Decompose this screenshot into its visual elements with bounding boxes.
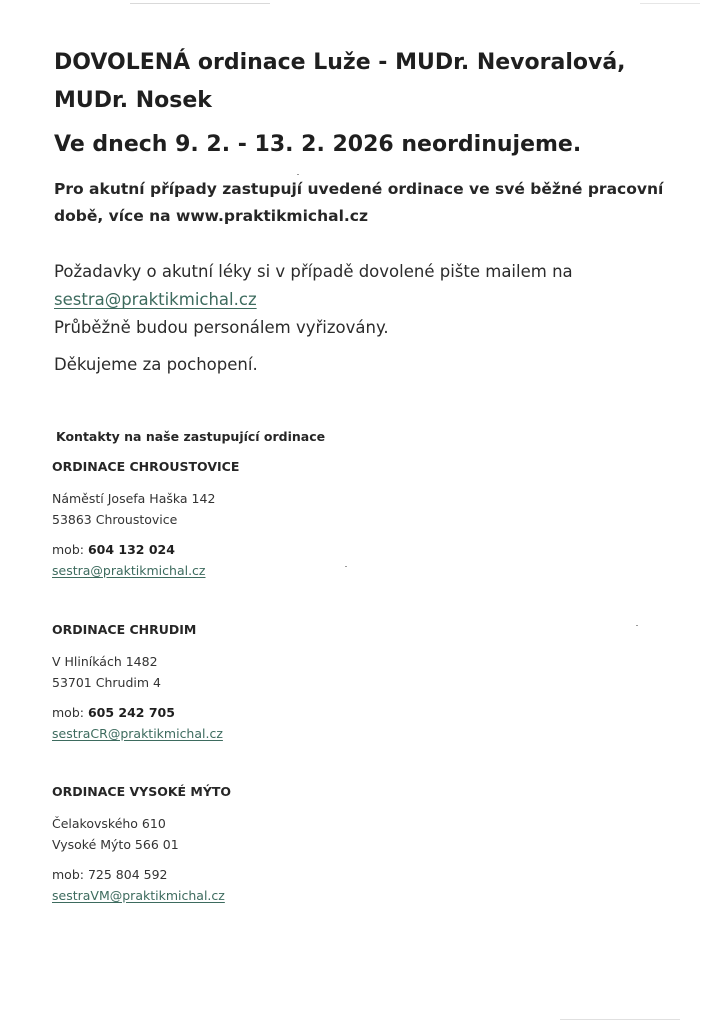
request-line: Požadavky o akutní léky si v případě dovolené pište mailem na bbox=[54, 262, 573, 281]
phone-number[interactable]: 604 132 024 bbox=[87, 542, 175, 557]
office-name: ORDINACE CHROUSTOVICE bbox=[52, 459, 240, 474]
office-email-link[interactable]: sestra@praktikmichal.cz bbox=[52, 563, 206, 578]
office-card bbox=[52, 621, 452, 743]
scan-artifact bbox=[636, 625, 638, 626]
notice-line: Pro akutní případy zastupují uvedené ordinace ve své běžné pracovní bbox=[54, 180, 664, 198]
office-phone bbox=[52, 865, 452, 885]
notice-line: době, více na www.praktikmichal.cz bbox=[54, 207, 368, 225]
office-phone bbox=[52, 540, 452, 560]
request-email-link[interactable]: sestra@praktikmichal.cz bbox=[54, 290, 257, 309]
office-city: 53863 Chroustovice bbox=[52, 512, 178, 527]
office-city: Vysoké Mýto 566 01 bbox=[52, 837, 179, 852]
phone-number[interactable]: 725 804 592 bbox=[87, 867, 168, 882]
scan-artifact bbox=[560, 1019, 680, 1020]
office-street: V Hliníkách 1482 bbox=[52, 654, 158, 669]
office-city: 53701 Chrudim 4 bbox=[52, 675, 161, 690]
phone-prefix: mob: bbox=[52, 867, 88, 882]
scan-artifact bbox=[297, 174, 299, 175]
page-title bbox=[54, 44, 694, 120]
office-phone bbox=[52, 703, 452, 723]
phone-prefix: mob: bbox=[52, 542, 88, 557]
scan-artifact bbox=[640, 3, 700, 4]
office-email-link[interactable]: sestraVM@praktikmichal.cz bbox=[52, 888, 225, 903]
request-line: Průběžně budou personálem vyřizovány. bbox=[54, 318, 389, 337]
thanks-text: Děkujeme za pochopení. bbox=[54, 355, 258, 374]
title-line: MUDr. Nosek bbox=[54, 88, 212, 113]
scan-artifact bbox=[130, 3, 270, 4]
phone-number[interactable]: 605 242 705 bbox=[87, 705, 175, 720]
office-name: ORDINACE CHRUDIM bbox=[52, 622, 197, 637]
closure-dates: Ve dnech 9. 2. - 13. 2. 2026 neordinujeme. bbox=[54, 132, 582, 157]
contacts-heading: Kontakty na naše zastupující ordinace bbox=[56, 429, 326, 444]
office-name: ORDINACE VYSOKÉ MÝTO bbox=[52, 784, 232, 799]
office-email-link[interactable]: sestraCR@praktikmichal.cz bbox=[52, 726, 223, 741]
phone-prefix: mob: bbox=[52, 705, 88, 720]
office-street: Čelakovského 610 bbox=[52, 816, 166, 831]
substitution-notice bbox=[54, 176, 684, 230]
office-street: Náměstí Josefa Haška 142 bbox=[52, 491, 216, 506]
office-card bbox=[52, 783, 452, 905]
office-card bbox=[52, 458, 452, 580]
title-line: DOVOLENÁ ordinace Luže - MUDr. Nevoralová, bbox=[54, 50, 626, 75]
medication-request-info bbox=[54, 258, 684, 342]
